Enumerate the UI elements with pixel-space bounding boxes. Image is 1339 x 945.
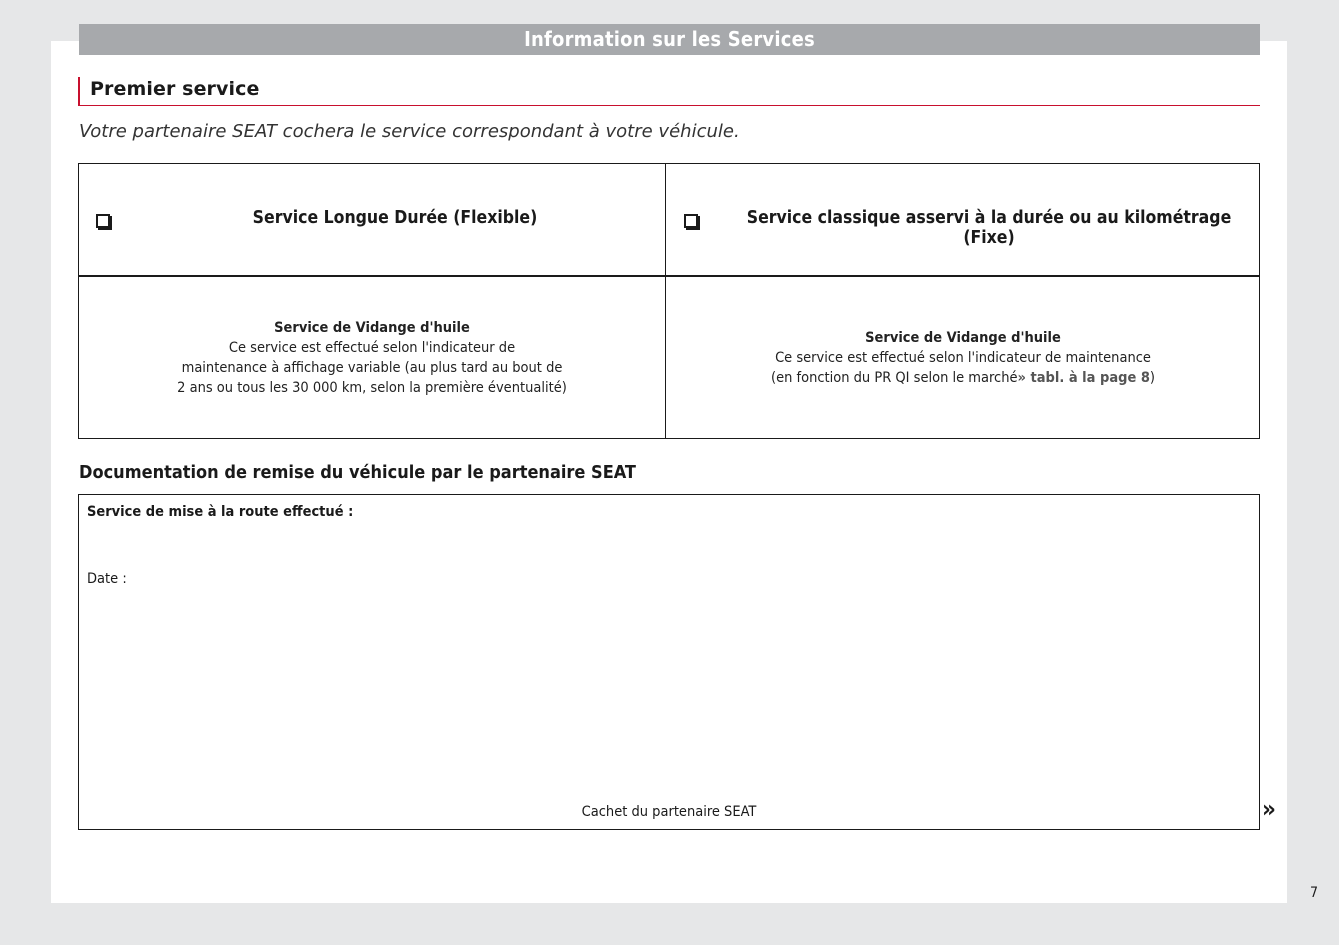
documentation-heading: Documentation de remise du véhicule par le partenaire SEAT bbox=[79, 462, 636, 483]
flexible-service-body-line: Ce service est effectué selon l'indicateur de bbox=[228, 340, 516, 356]
fixed-service-body-suffix: ) bbox=[1149, 370, 1156, 386]
intro-text: Votre partenaire SEAT cochera le service correspondant à votre véhicule. bbox=[79, 121, 740, 142]
fixed-service-body-line: Ce service est effectué selon l'indicateur de maintenance bbox=[775, 350, 1151, 366]
date-label: Date : bbox=[87, 571, 127, 587]
column-divider bbox=[665, 164, 666, 438]
service-type-table bbox=[78, 163, 1260, 439]
flexible-service-description bbox=[79, 318, 665, 398]
handover-documentation-box bbox=[78, 494, 1260, 830]
table-reference-link[interactable]: » tabl. à la page 8 bbox=[1017, 370, 1150, 386]
flexible-service-body-line: maintenance à affichage variable (au plus tard au bout de bbox=[181, 360, 563, 376]
flexible-service-title: Service Longue Durée (Flexible) bbox=[252, 208, 538, 228]
fixed-service-checkbox[interactable] bbox=[684, 214, 698, 228]
fixed-service-title: Service classique asservi à la durée ou au kilométrage (Fixe) bbox=[746, 208, 1232, 248]
service-done-label: Service de mise à la route effectué : bbox=[87, 504, 354, 520]
fixed-service-body-prefix: (en fonction du PR QI selon le marché bbox=[770, 370, 1018, 386]
chapter-header: Information sur les Services bbox=[79, 24, 1260, 55]
continued-arrow-icon: » bbox=[1262, 795, 1276, 823]
page-number: 7 bbox=[1310, 885, 1319, 901]
fixed-service-description bbox=[666, 328, 1260, 388]
fixed-service-body-line bbox=[666, 368, 1260, 388]
row-divider bbox=[79, 275, 1259, 277]
section-heading bbox=[78, 77, 1260, 106]
section-title: Premier service bbox=[90, 78, 260, 100]
partner-stamp-label: Cachet du partenaire SEAT bbox=[581, 804, 757, 820]
flexible-service-checkbox[interactable] bbox=[96, 214, 110, 228]
flexible-service-body-title: Service de Vidange d'huile bbox=[274, 320, 470, 336]
fixed-service-body-title: Service de Vidange d'huile bbox=[865, 330, 1061, 346]
flexible-service-body-line: 2 ans ou tous les 30 000 km, selon la première éventualité) bbox=[177, 380, 567, 396]
